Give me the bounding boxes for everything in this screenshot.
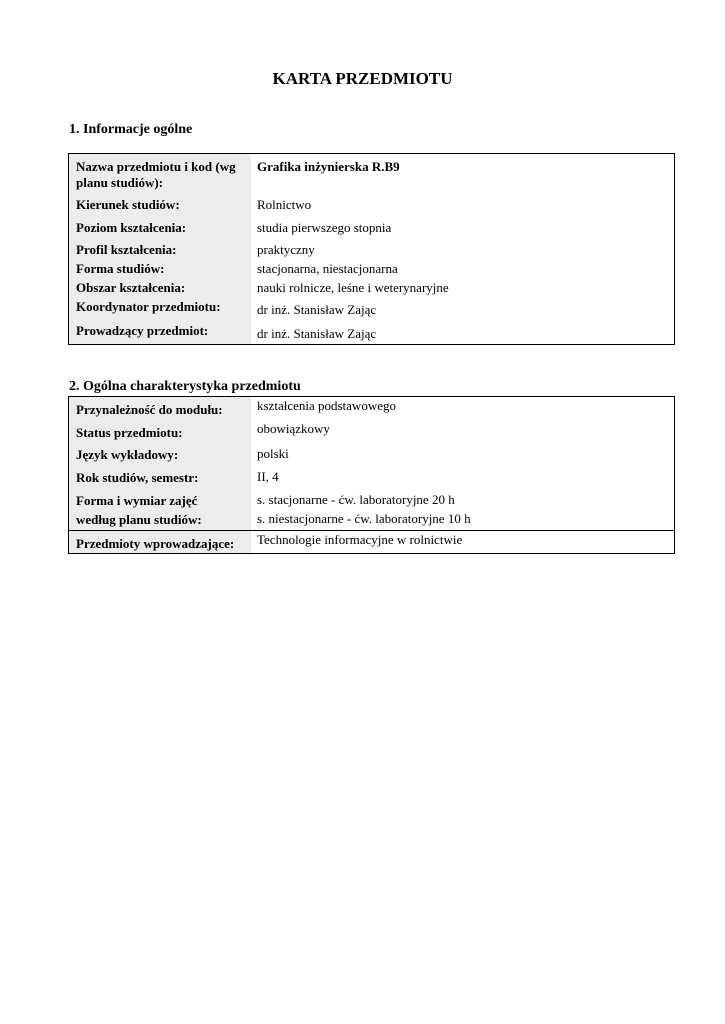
- row-value-cell: [251, 278, 674, 297]
- row-label-cell: [69, 193, 251, 216]
- row-label-cell: [69, 488, 251, 530]
- row-label: Nazwa przedmiotu i kod (wg: [76, 159, 236, 174]
- row-value-cell: [251, 216, 674, 239]
- row-label: Przynależność do modułu:: [76, 402, 223, 417]
- row-label-cell: [69, 278, 251, 297]
- row-label: Forma studiów:: [76, 261, 165, 276]
- row-label-cont: planu studiów):: [76, 175, 164, 190]
- row-value-cell: [251, 297, 674, 320]
- row-label-cell: [69, 239, 251, 259]
- general-info-table: [68, 153, 675, 345]
- course-name-value: Grafika inżynierska R.B9: [257, 159, 400, 174]
- row-label-cont: według planu studiów:: [76, 512, 202, 527]
- row-label: Poziom kształcenia:: [76, 220, 187, 235]
- row-label-cell: [69, 297, 251, 320]
- table-row: [69, 216, 674, 239]
- row-value: II, 4: [257, 469, 279, 484]
- row-label-cell: [69, 531, 251, 553]
- row-label-cell: [69, 420, 251, 443]
- row-label: Rok studiów, semestr:: [76, 470, 199, 485]
- table-row: [69, 320, 674, 344]
- row-label-cell: [69, 216, 251, 239]
- row-label: Język wykładowy:: [76, 447, 179, 462]
- row-label-cell: [69, 443, 251, 466]
- table-row: [69, 443, 674, 466]
- row-value-cont: s. niestacjonarne - ćw. laboratoryjne 10 h: [257, 511, 471, 526]
- table-row: [69, 488, 674, 530]
- row-label-cell: [69, 154, 251, 193]
- row-label-cell: [69, 259, 251, 278]
- row-value-cell: [251, 420, 674, 443]
- row-label: Kierunek studiów:: [76, 197, 180, 212]
- table-row: [69, 193, 674, 216]
- section-heading-characteristics: 2. Ogólna charakterystyka przedmiotu: [69, 379, 301, 394]
- row-value: polski: [257, 446, 289, 461]
- table-row: [69, 297, 674, 320]
- table-row: [69, 420, 674, 443]
- row-value: dr inż. Stanisław Zając: [257, 326, 377, 341]
- table-row: [69, 278, 674, 297]
- row-value: stacjonarna, niestacjonarna: [257, 261, 398, 276]
- table-row: [69, 154, 674, 193]
- course-characteristics-table: [68, 396, 675, 554]
- row-value: dr inż. Stanisław Zając: [257, 302, 377, 317]
- row-value: Technologie informacyjne w rolnictwie: [257, 532, 463, 547]
- table-row: [69, 531, 674, 553]
- row-value-cell: [251, 443, 674, 466]
- table-row: [69, 466, 674, 488]
- row-label: Koordynator przedmiotu:: [76, 299, 221, 314]
- section-heading-general-info: 1. Informacje ogólne: [69, 122, 193, 137]
- page-title: KARTA PRZEDMIOTU: [272, 69, 453, 88]
- row-value-cell: [251, 320, 674, 344]
- table-row: [69, 239, 674, 259]
- row-label-cell: [69, 466, 251, 488]
- row-value: studia pierwszego stopnia: [257, 220, 392, 235]
- row-value: kształcenia podstawowego: [257, 398, 396, 413]
- table-row: [69, 259, 674, 278]
- row-value-cell: [251, 466, 674, 488]
- row-value-cell: [251, 531, 674, 553]
- row-value-cell: [251, 239, 674, 259]
- row-value: s. stacjonarne - ćw. laboratoryjne 20 h: [257, 492, 455, 507]
- row-label: Status przedmiotu:: [76, 425, 183, 440]
- row-label: Obszar kształcenia:: [76, 280, 186, 295]
- row-label: Prowadzący przedmiot:: [76, 323, 209, 338]
- row-label: Przedmioty wprowadzające:: [76, 536, 235, 551]
- row-value: praktyczny: [257, 242, 315, 257]
- row-value-cell: [251, 259, 674, 278]
- row-label: Profil kształcenia:: [76, 242, 177, 257]
- row-value: obowiązkowy: [257, 421, 330, 436]
- row-value-cell: [251, 488, 674, 530]
- row-label-cell: [69, 397, 251, 420]
- row-value-cell: [251, 154, 674, 193]
- row-value: nauki rolnicze, leśne i weterynaryjne: [257, 280, 449, 295]
- row-value: Rolnictwo: [257, 197, 312, 212]
- row-value-cell: [251, 193, 674, 216]
- row-value-cell: [251, 397, 674, 420]
- table-row: [69, 397, 674, 420]
- row-label-cell: [69, 320, 251, 344]
- row-label: Forma i wymiar zajęć: [76, 493, 198, 508]
